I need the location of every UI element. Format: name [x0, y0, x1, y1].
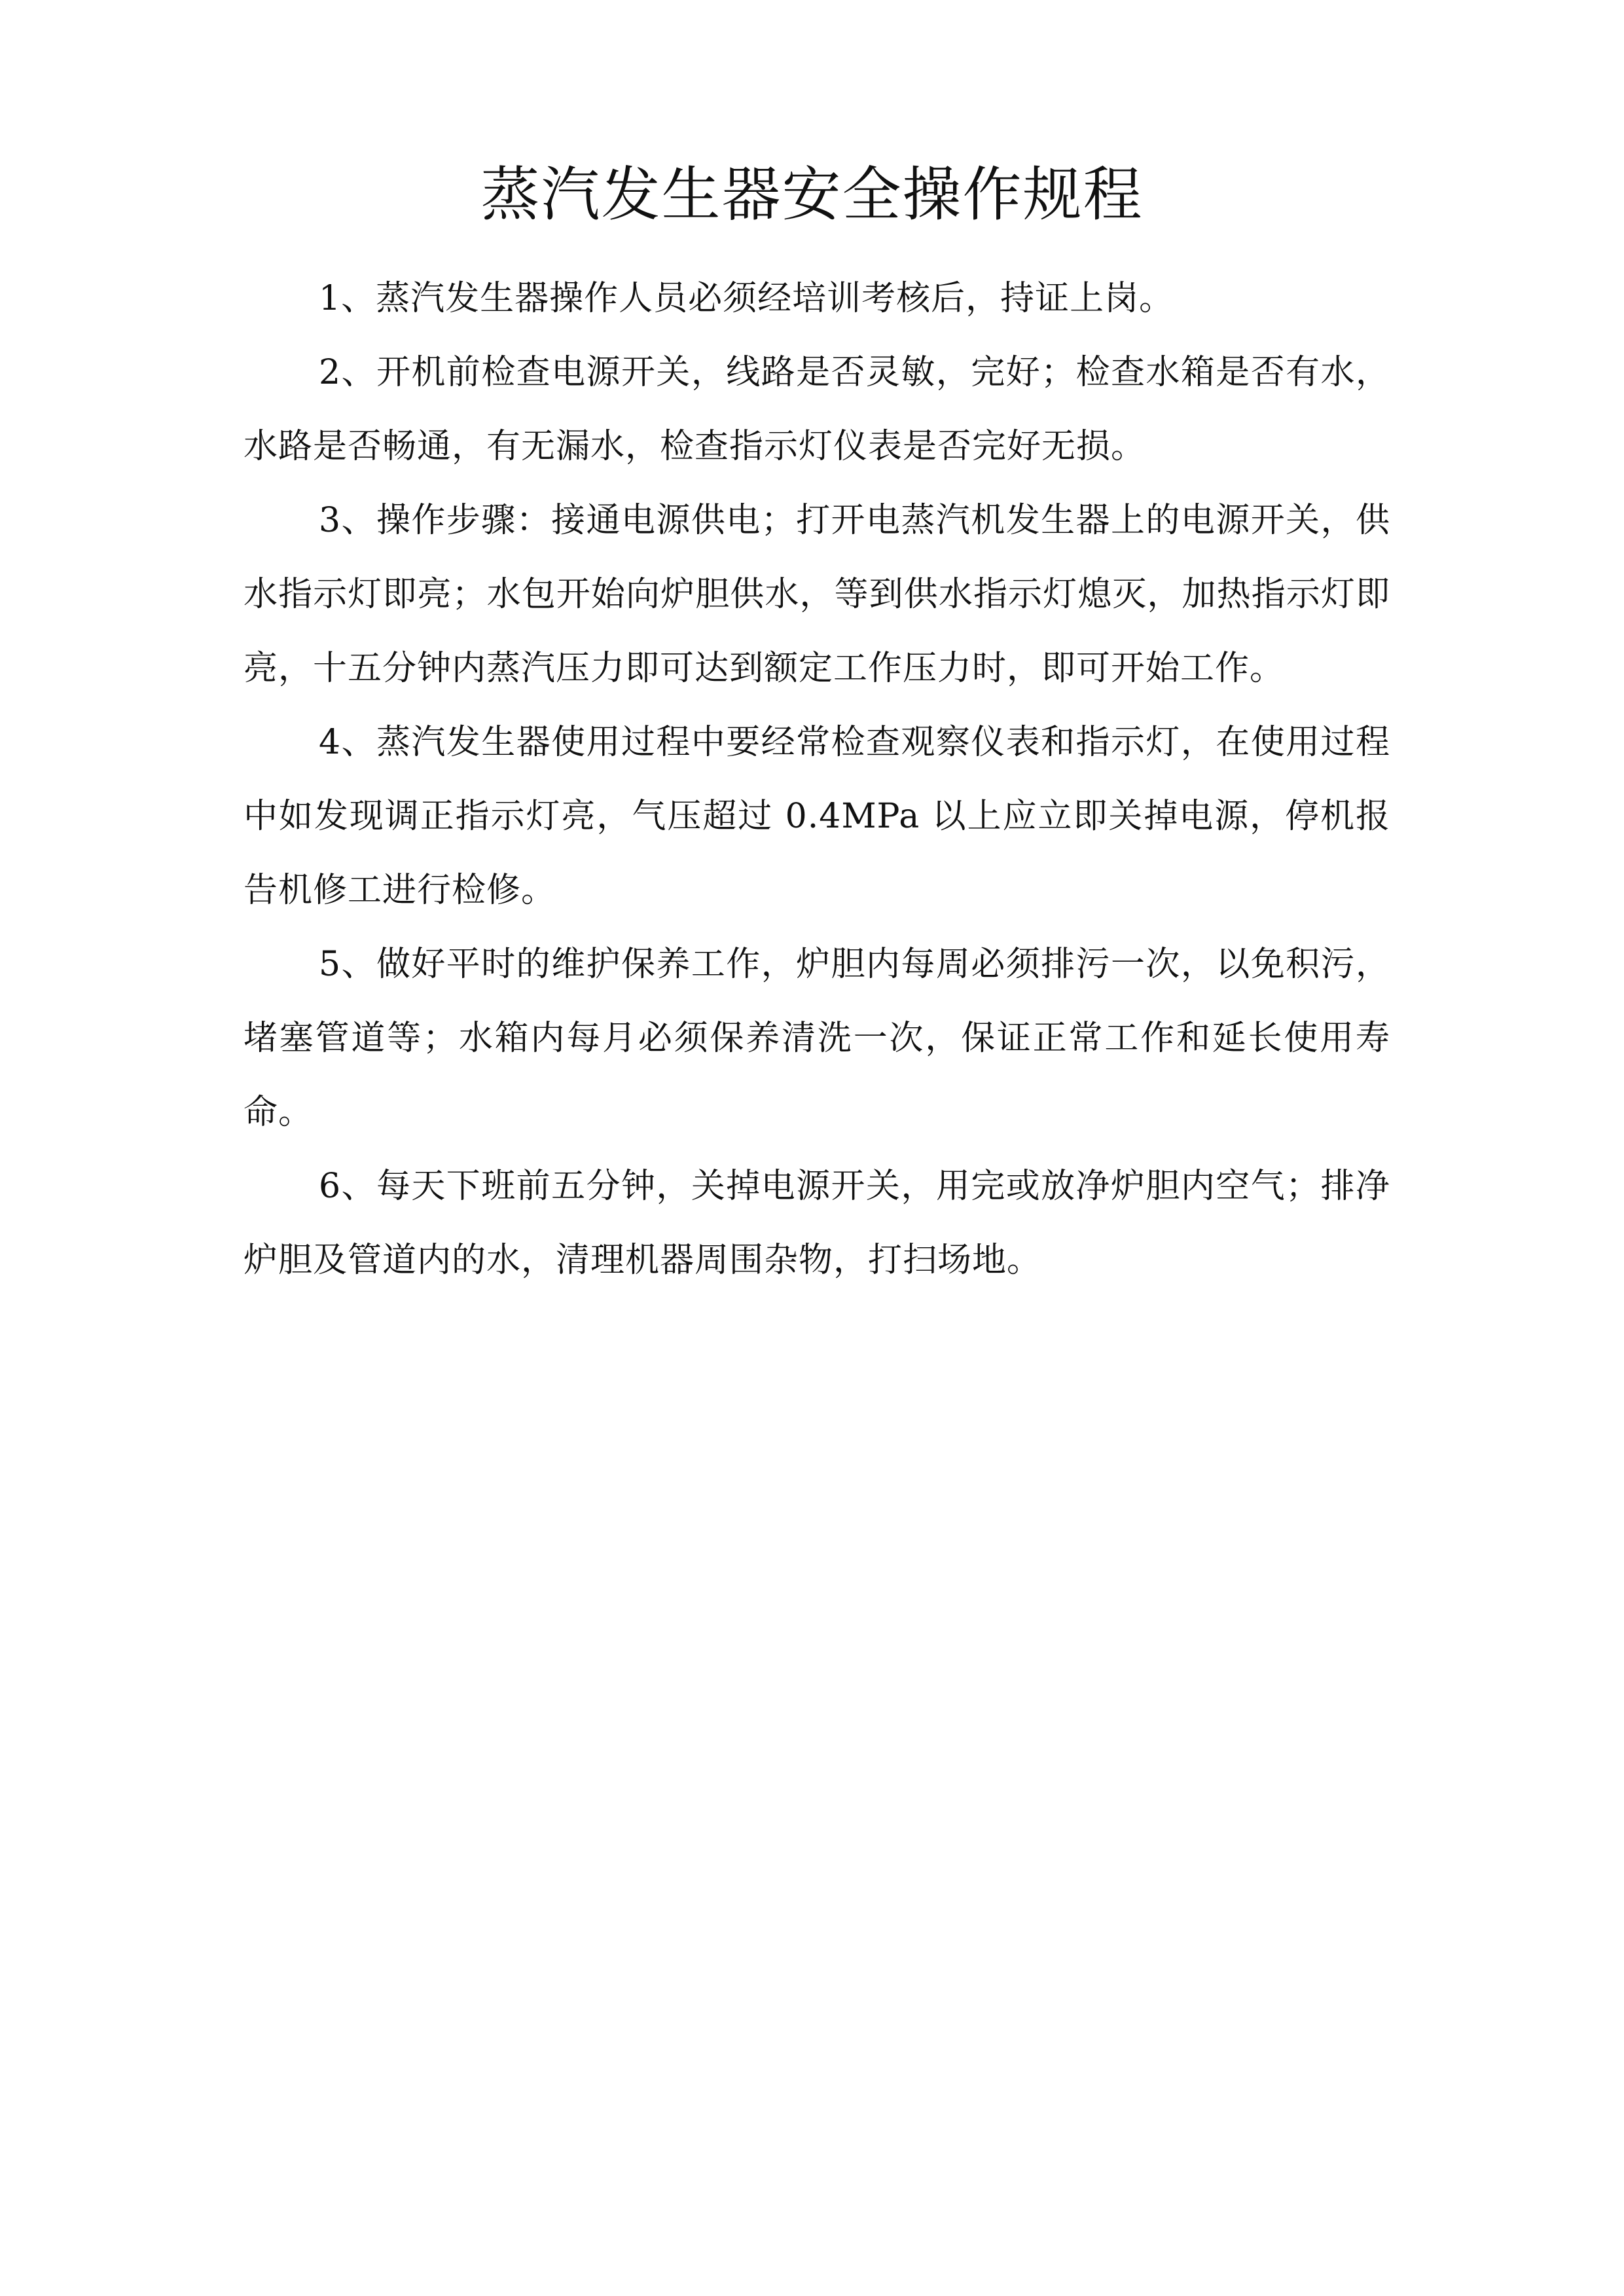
paragraph-4: 4、蒸汽发生器使用过程中要经常检查观察仪表和指示灯，在使用过程中如发现调正指示灯亮，气压超过 0.4MPa 以上应立即关掉电源，停机报告机修工进行检修。	[244, 723, 1390, 910]
paragraph-5: 5、做好平时的维护保养工作，炉胆内每周必须排污一次，以免积污，堵塞管道等；水箱内每月必须保养清洗一次，保证正常工作和延长使用寿命。	[244, 945, 1390, 1132]
paragraph-2: 2、开机前检查电源开关，线路是否灵敏，完好；检查水箱是否有水，水路是否畅通，有无漏水，检查指示灯仪表是否完好无损。	[244, 353, 1390, 466]
paragraph-3: 3、操作步骤：接通电源供电；打开电蒸汽机发生器上的电源开关，供水指示灯即亮；水包开始向炉胆供水，等到供水指示灯熄灭，加热指示灯即亮，十五分钟内蒸汽压力即可达到额定工作压力时，即可开始工作。	[244, 501, 1390, 688]
paragraph-6: 6、每天下班前五分钟，关掉电源开关，用完或放净炉胆内空气；排净炉胆及管道内的水，清理机器周围杂物，打扫场地。	[244, 1167, 1390, 1280]
paragraph-1: 1、蒸汽发生器操作人员必须经培训考核后，持证上岗。	[319, 279, 1174, 318]
document-title: 蒸汽发生器安全操作规程	[480, 160, 1144, 229]
document-body	[244, 262, 1390, 1298]
